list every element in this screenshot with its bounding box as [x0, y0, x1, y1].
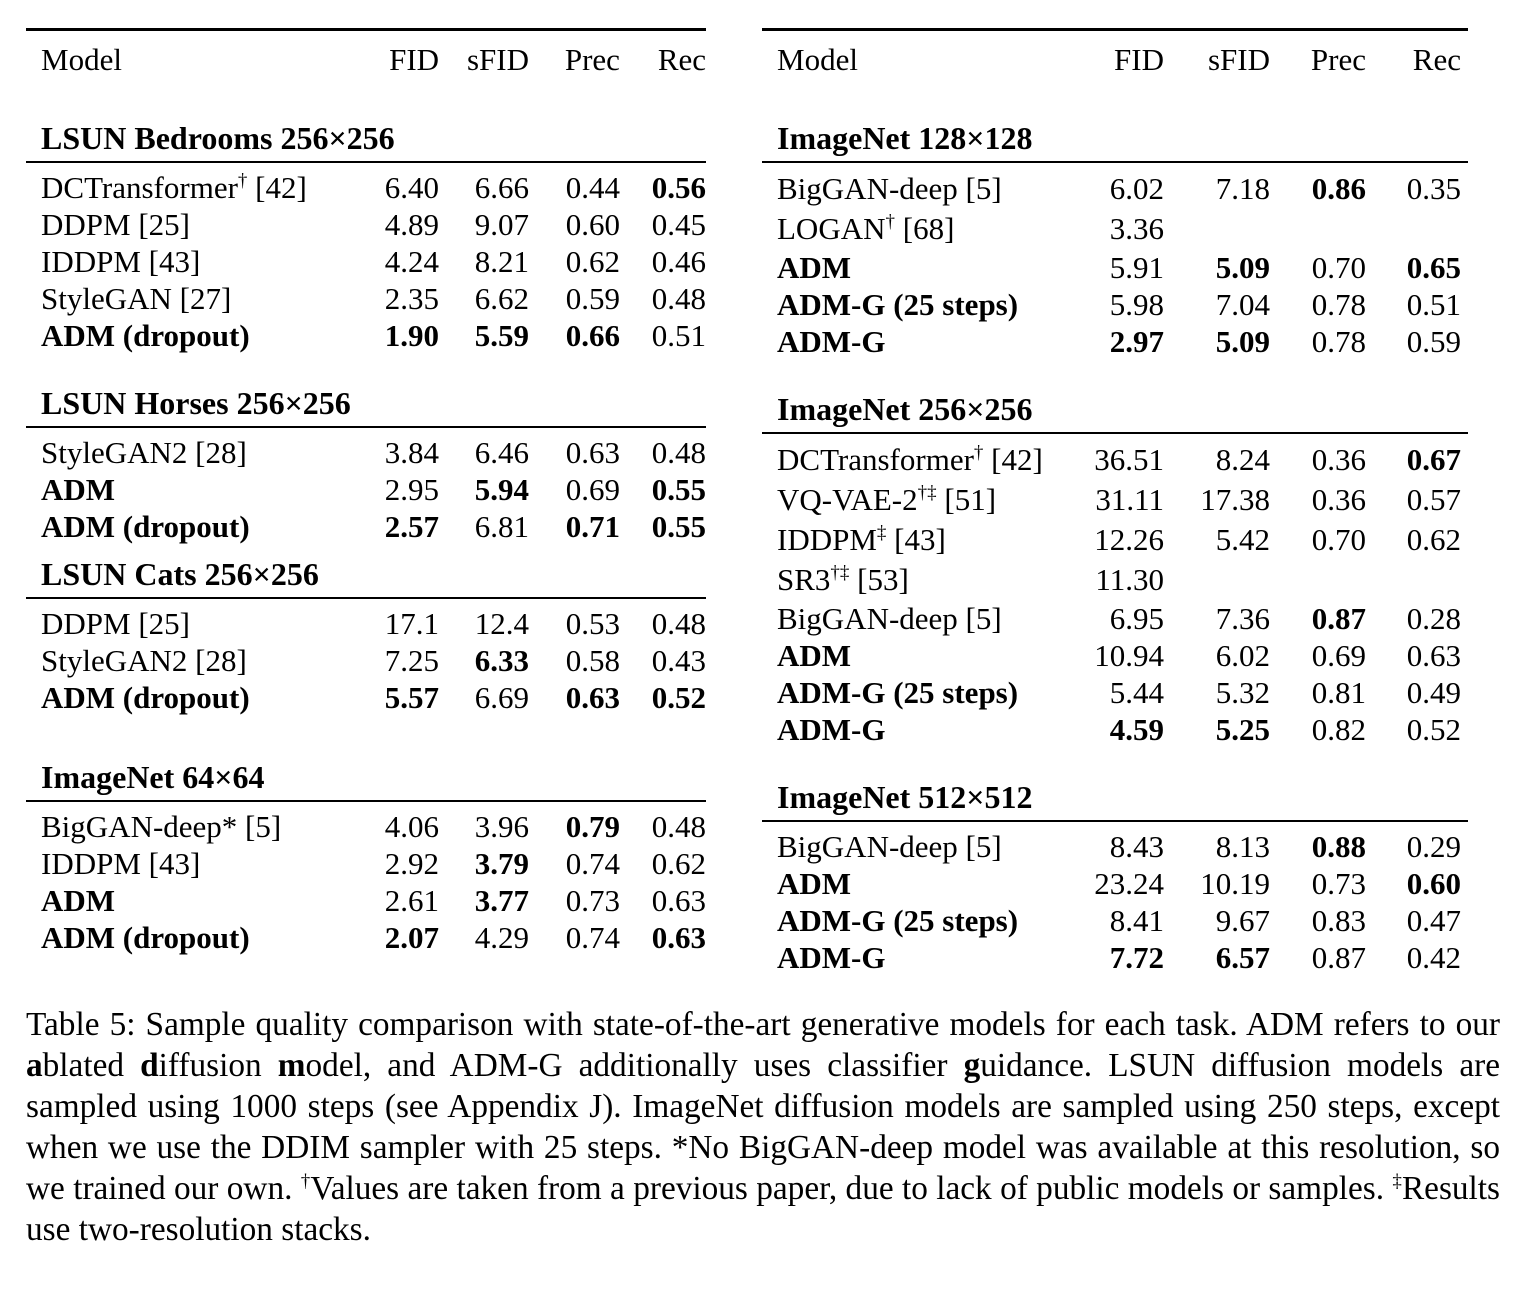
header-prec: Prec — [1310, 42, 1366, 77]
rec-cell: 0.48 — [651, 280, 707, 316]
model-name: IDDPM — [777, 522, 877, 557]
model-name: ADM-G — [777, 939, 886, 975]
prec-cell: 0.73 — [1311, 865, 1366, 901]
rec-cell: 0.46 — [651, 243, 707, 279]
fid-cell: 5.57 — [384, 679, 440, 715]
model-name: ADM — [777, 249, 852, 285]
caption-double-dagger: ‡ — [1392, 1170, 1402, 1192]
sfid-cell: 17.38 — [1200, 482, 1270, 517]
model-footnote-mark: †‡ — [917, 482, 937, 504]
prec-cell: 0.62 — [565, 243, 620, 279]
table-row — [762, 520, 1468, 560]
model-name: DDPM — [41, 206, 131, 242]
rec-cell: 0.57 — [1406, 482, 1461, 517]
fid-cell: 4.06 — [384, 808, 440, 844]
model-name: ADM (dropout) — [41, 919, 250, 955]
section-title: LSUN Bedrooms 256×256 — [41, 120, 395, 156]
prec-cell: 0.71 — [565, 508, 620, 544]
model-cell — [762, 250, 1062, 286]
model-citation: [5] — [957, 828, 1002, 864]
model-cell — [26, 680, 330, 716]
table-row — [762, 209, 1468, 249]
rec-cell: 0.48 — [651, 605, 707, 641]
fid-cell: 36.51 — [1094, 442, 1164, 477]
model-cell — [26, 244, 330, 280]
prec-cell: 0.63 — [565, 434, 620, 470]
model-cell — [762, 562, 1062, 598]
model-citation: [28] — [187, 642, 247, 678]
model-footnote-mark: ‡ — [876, 522, 887, 544]
rec-cell: 0.63 — [651, 919, 707, 955]
sfid-cell: 12.4 — [474, 605, 529, 641]
prec-cell: 0.82 — [1311, 711, 1366, 747]
rec-cell: 0.56 — [651, 169, 707, 205]
table-row — [26, 169, 706, 206]
sfid-cell: 6.62 — [474, 280, 529, 316]
prec-cell: 0.70 — [1311, 249, 1366, 285]
fid-cell: 5.91 — [1109, 249, 1164, 285]
model-name: DCTransformer — [41, 169, 238, 205]
model-name: BigGAN-deep — [777, 600, 958, 636]
model-cell — [762, 482, 1062, 518]
left-table — [26, 28, 706, 956]
table-row — [762, 169, 1468, 209]
rec-cell: 0.60 — [1406, 865, 1461, 901]
fid-cell: 4.89 — [384, 206, 440, 242]
sfid-cell: 7.36 — [1215, 600, 1270, 636]
section-title: ImageNet 256×256 — [777, 391, 1033, 427]
model-cell — [762, 287, 1062, 323]
model-name: BigGAN-deep — [777, 828, 958, 864]
prec-cell: 0.88 — [1311, 828, 1366, 864]
section-rule — [26, 161, 706, 163]
header-row — [26, 31, 706, 89]
sfid-cell: 6.02 — [1215, 637, 1270, 673]
fid-cell: 10.94 — [1094, 637, 1164, 673]
model-name: IDDPM — [41, 845, 141, 881]
sfid-cell: 7.18 — [1215, 171, 1270, 206]
sfid-cell: 10.19 — [1200, 865, 1270, 901]
fid-cell: 2.57 — [384, 508, 440, 544]
model-cell — [762, 866, 1062, 902]
model-name: StyleGAN — [41, 280, 172, 316]
table-row — [26, 679, 706, 716]
section-title: LSUN Cats 256×256 — [41, 556, 319, 592]
model-name: ADM (dropout) — [41, 679, 250, 715]
prec-cell: 0.66 — [565, 317, 620, 353]
table-row — [26, 434, 706, 471]
caption-bold-letter: d — [140, 1047, 159, 1084]
table-row — [762, 828, 1468, 865]
section-rule — [26, 426, 706, 428]
fid-cell: 2.92 — [384, 845, 440, 881]
sfid-cell: 5.32 — [1215, 674, 1270, 710]
table-row — [762, 286, 1468, 323]
model-cell — [762, 903, 1062, 939]
prec-cell: 0.36 — [1311, 482, 1366, 517]
caption-dagger: † — [300, 1170, 311, 1192]
table-row — [26, 882, 706, 919]
model-name: ADM — [41, 882, 116, 918]
sfid-cell: 5.94 — [474, 471, 529, 507]
model-name: BigGAN-deep* — [41, 808, 238, 844]
caption-text: Values are taken from a previous paper, due to lack of public models or samples. — [310, 1170, 1393, 1207]
prec-cell: 0.63 — [565, 679, 620, 715]
rec-cell: 0.47 — [1406, 902, 1461, 938]
sfid-cell: 3.79 — [474, 845, 529, 881]
model-name: ADM — [41, 471, 116, 507]
rec-cell: 0.65 — [1406, 249, 1461, 285]
table-row — [26, 508, 706, 545]
model-citation: [53] — [849, 562, 909, 597]
sfid-cell: 3.96 — [474, 808, 529, 844]
model-name: SR3 — [777, 562, 831, 597]
fid-cell: 4.59 — [1109, 711, 1164, 747]
header-row — [762, 31, 1468, 89]
model-footnote-mark: † — [973, 442, 984, 464]
model-citation: [5] — [957, 600, 1002, 636]
header-sfid: sFID — [1207, 42, 1270, 77]
model-cell — [26, 318, 330, 354]
sfid-cell: 9.67 — [1215, 902, 1270, 938]
sfid-cell: 5.09 — [1215, 323, 1270, 359]
header-rec: Rec — [657, 42, 707, 77]
prec-cell: 0.69 — [1311, 637, 1366, 673]
table-row — [762, 323, 1468, 360]
fid-cell: 5.98 — [1109, 286, 1164, 322]
model-footnote-mark: †‡ — [830, 562, 850, 584]
section-rule — [762, 161, 1468, 163]
fid-cell: 8.43 — [1109, 828, 1164, 864]
model-name: IDDPM — [41, 243, 141, 279]
table-row — [26, 280, 706, 317]
sfid-cell: 6.57 — [1215, 939, 1270, 975]
table-row — [26, 206, 706, 243]
model-citation: [27] — [171, 280, 232, 316]
table-row — [762, 674, 1468, 711]
fid-cell: 2.07 — [384, 919, 440, 955]
rec-cell: 0.52 — [651, 679, 707, 715]
prec-cell: 0.86 — [1311, 171, 1366, 206]
model-cell — [762, 675, 1062, 711]
section-title: ImageNet 64×64 — [41, 759, 265, 795]
model-cell — [26, 472, 330, 508]
table-row — [762, 865, 1468, 902]
model-name: StyleGAN2 — [41, 434, 188, 470]
model-citation: [68] — [895, 211, 955, 246]
sfid-cell: 6.46 — [474, 434, 529, 470]
prec-cell: 0.83 — [1311, 902, 1366, 938]
fid-cell: 17.1 — [384, 605, 440, 641]
model-name: ADM-G (25 steps) — [777, 286, 1019, 322]
sfid-cell: 7.04 — [1215, 286, 1270, 322]
table-row — [26, 317, 706, 354]
fid-cell: 6.02 — [1109, 171, 1164, 206]
model-name: VQ-VAE-2 — [777, 482, 918, 517]
rec-cell: 0.42 — [1406, 939, 1461, 975]
sfid-cell: 3.77 — [474, 882, 529, 918]
model-cell — [26, 509, 330, 545]
fid-cell: 5.44 — [1109, 674, 1164, 710]
section-title: ImageNet 512×512 — [777, 779, 1033, 815]
sfid-cell: 8.24 — [1215, 442, 1270, 477]
section-rule — [26, 597, 706, 599]
header-prec: Prec — [564, 42, 620, 77]
prec-cell: 0.70 — [1311, 522, 1366, 557]
rec-cell: 0.63 — [1406, 637, 1461, 673]
fid-cell: 2.35 — [384, 280, 440, 316]
model-cell — [26, 883, 330, 919]
model-name: ADM — [777, 637, 852, 673]
caption-text: iffusion — [158, 1047, 278, 1084]
header-sfid: sFID — [466, 42, 529, 77]
model-name: LOGAN — [777, 211, 886, 246]
prec-cell: 0.60 — [565, 206, 620, 242]
header-model: Model — [777, 42, 858, 77]
rec-cell: 0.62 — [651, 845, 707, 881]
model-name: ADM-G — [777, 323, 886, 359]
rec-cell: 0.62 — [1406, 522, 1461, 557]
prec-cell: 0.69 — [565, 471, 620, 507]
sfid-cell: 6.66 — [474, 169, 529, 205]
prec-cell: 0.44 — [565, 169, 620, 205]
model-cell — [762, 940, 1062, 976]
fid-cell: 31.11 — [1095, 482, 1164, 517]
prec-cell: 0.73 — [565, 882, 620, 918]
sfid-cell: 6.69 — [474, 679, 529, 715]
model-citation: [28] — [187, 434, 247, 470]
rec-cell: 0.52 — [1406, 711, 1461, 747]
section-rule — [762, 432, 1468, 434]
prec-cell: 0.78 — [1311, 323, 1366, 359]
fid-cell: 2.97 — [1109, 323, 1164, 359]
header-fid: FID — [389, 42, 440, 77]
fid-cell: 11.30 — [1095, 562, 1164, 597]
prec-cell: 0.53 — [565, 605, 620, 641]
model-citation: [42] — [247, 169, 307, 205]
rec-cell: 0.63 — [651, 882, 707, 918]
table-caption — [26, 1004, 1500, 1250]
rec-cell: 0.55 — [651, 508, 707, 544]
model-footnote-mark: † — [885, 211, 895, 233]
prec-cell: 0.36 — [1311, 442, 1366, 477]
prec-cell: 0.74 — [565, 919, 620, 955]
model-citation: [5] — [957, 171, 1002, 206]
model-cell — [26, 170, 330, 206]
model-cell — [762, 638, 1062, 674]
rec-cell: 0.67 — [1406, 442, 1461, 477]
fid-cell: 23.24 — [1094, 865, 1164, 901]
caption-text: Results use two-resolution stacks. — [26, 1170, 1501, 1248]
rec-cell: 0.48 — [651, 808, 707, 844]
rec-cell: 0.51 — [651, 317, 707, 353]
sfid-cell: 4.29 — [474, 919, 529, 955]
model-cell — [762, 829, 1062, 865]
sfid-cell: 6.81 — [474, 508, 529, 544]
table-section — [762, 776, 1468, 976]
caption-text: blated — [42, 1047, 141, 1084]
model-cell — [26, 643, 330, 679]
rec-cell: 0.43 — [651, 642, 707, 678]
table-section — [26, 756, 706, 956]
right-table — [762, 28, 1468, 976]
prec-cell: 0.78 — [1311, 286, 1366, 322]
model-citation: [42] — [983, 442, 1043, 477]
model-name: ADM-G — [777, 711, 886, 747]
section-rule — [26, 800, 706, 802]
table-row — [762, 637, 1468, 674]
caption-text: odel, and ADM-G additionally uses classifier — [305, 1047, 964, 1084]
section-rule — [762, 820, 1468, 822]
model-footnote-mark: † — [237, 170, 248, 192]
fid-cell: 6.40 — [384, 169, 440, 205]
rec-cell: 0.28 — [1406, 600, 1461, 636]
prec-cell: 0.59 — [565, 280, 620, 316]
fid-cell: 8.41 — [1109, 902, 1164, 938]
table-row — [26, 605, 706, 642]
header-fid: FID — [1114, 42, 1164, 77]
caption-bold-letter: a — [26, 1047, 43, 1084]
prec-cell: 0.87 — [1311, 939, 1366, 975]
model-cell — [26, 207, 330, 243]
prec-cell: 0.58 — [565, 642, 620, 678]
model-name: ADM (dropout) — [41, 508, 250, 544]
table-row — [26, 808, 706, 845]
model-cell — [762, 712, 1062, 748]
model-cell — [26, 846, 330, 882]
model-cell — [26, 281, 330, 317]
prec-cell: 0.79 — [565, 808, 620, 844]
caption-bold-letter: g — [963, 1047, 981, 1084]
rec-cell: 0.55 — [651, 471, 707, 507]
rec-cell: 0.45 — [651, 206, 707, 242]
model-cell — [762, 211, 1062, 247]
model-name: StyleGAN2 — [41, 642, 188, 678]
table-row — [762, 902, 1468, 939]
sfid-cell: 5.09 — [1215, 249, 1270, 285]
model-name: ADM-G (25 steps) — [777, 902, 1019, 938]
table-section — [762, 117, 1468, 360]
model-name: ADM — [777, 865, 852, 901]
section-title: LSUN Horses 256×256 — [41, 385, 351, 421]
table-row — [762, 560, 1468, 600]
caption-bold-letter: m — [277, 1047, 306, 1084]
prec-cell: 0.74 — [565, 845, 620, 881]
prec-cell: 0.81 — [1311, 674, 1366, 710]
table-row — [762, 939, 1468, 976]
rec-cell: 0.48 — [651, 434, 707, 470]
model-citation: [25] — [130, 605, 190, 641]
caption-text: uidance. LSUN diffusion models are sampled using 1000 steps (see Appendix J). ImageNet diffusion models are sampled using 250 steps, except when we use the DDIM sampler with 25 steps. *No BigGAN-deep model was available at this resolution, so we trained our own. — [26, 1047, 1500, 1207]
model-cell — [26, 920, 330, 956]
rec-cell: 0.49 — [1406, 674, 1461, 710]
fid-cell: 7.72 — [1109, 939, 1164, 975]
model-cell — [26, 809, 330, 845]
model-name: ADM (dropout) — [41, 317, 250, 353]
prec-cell: 0.87 — [1311, 600, 1366, 636]
model-citation: [5] — [237, 808, 282, 844]
model-name: ADM-G (25 steps) — [777, 674, 1019, 710]
sfid-cell: 5.59 — [474, 317, 529, 353]
model-citation: [25] — [130, 206, 190, 242]
table-row — [762, 440, 1468, 480]
model-name: DDPM — [41, 605, 131, 641]
fid-cell: 2.95 — [384, 471, 440, 507]
table-row — [26, 642, 706, 679]
header-rec: Rec — [1412, 42, 1461, 77]
sfid-cell: 9.07 — [474, 206, 529, 242]
table-row — [26, 471, 706, 508]
caption-text: Table 5: Sample quality comparison with state-of-the-art generative models for each task. ADM refers to our — [26, 1006, 1500, 1043]
model-cell — [26, 435, 330, 471]
table-row — [762, 600, 1468, 637]
model-cell — [26, 606, 330, 642]
fid-cell: 4.24 — [384, 243, 440, 279]
rec-cell: 0.59 — [1406, 323, 1461, 359]
rec-cell: 0.51 — [1406, 286, 1461, 322]
sfid-cell: 8.21 — [474, 243, 529, 279]
fid-cell: 1.90 — [384, 317, 440, 353]
sfid-cell: 5.25 — [1215, 711, 1270, 747]
fid-cell: 12.26 — [1094, 522, 1164, 557]
table-row — [26, 243, 706, 280]
section-title: ImageNet 128×128 — [777, 120, 1033, 156]
table-section — [762, 388, 1468, 748]
sfid-cell: 8.13 — [1215, 828, 1270, 864]
fid-cell: 3.84 — [384, 434, 440, 470]
fid-cell: 7.25 — [384, 642, 440, 678]
sfid-cell: 5.42 — [1215, 522, 1270, 557]
sfid-cell: 6.33 — [474, 642, 529, 678]
model-cell — [762, 442, 1062, 478]
model-cell — [762, 171, 1062, 207]
fid-cell: 3.36 — [1109, 211, 1164, 246]
model-citation: [43] — [886, 522, 946, 557]
model-cell — [762, 522, 1062, 558]
table-row — [26, 845, 706, 882]
table-row — [762, 711, 1468, 748]
model-cell — [762, 324, 1062, 360]
model-citation: [43] — [140, 243, 201, 279]
table-section — [26, 382, 706, 545]
table-row — [762, 249, 1468, 286]
table-section — [26, 117, 706, 354]
fid-cell: 6.95 — [1109, 600, 1164, 636]
table-row — [762, 480, 1468, 520]
rec-cell: 0.35 — [1406, 171, 1461, 206]
model-cell — [762, 601, 1062, 637]
rec-cell: 0.29 — [1406, 828, 1461, 864]
table-row — [26, 919, 706, 956]
model-citation: [51] — [936, 482, 997, 517]
header-model: Model — [41, 42, 122, 77]
fid-cell: 2.61 — [384, 882, 440, 918]
table-section — [26, 553, 706, 716]
model-name: DCTransformer — [777, 442, 974, 477]
model-name: BigGAN-deep — [777, 171, 958, 206]
model-citation: [43] — [140, 845, 201, 881]
